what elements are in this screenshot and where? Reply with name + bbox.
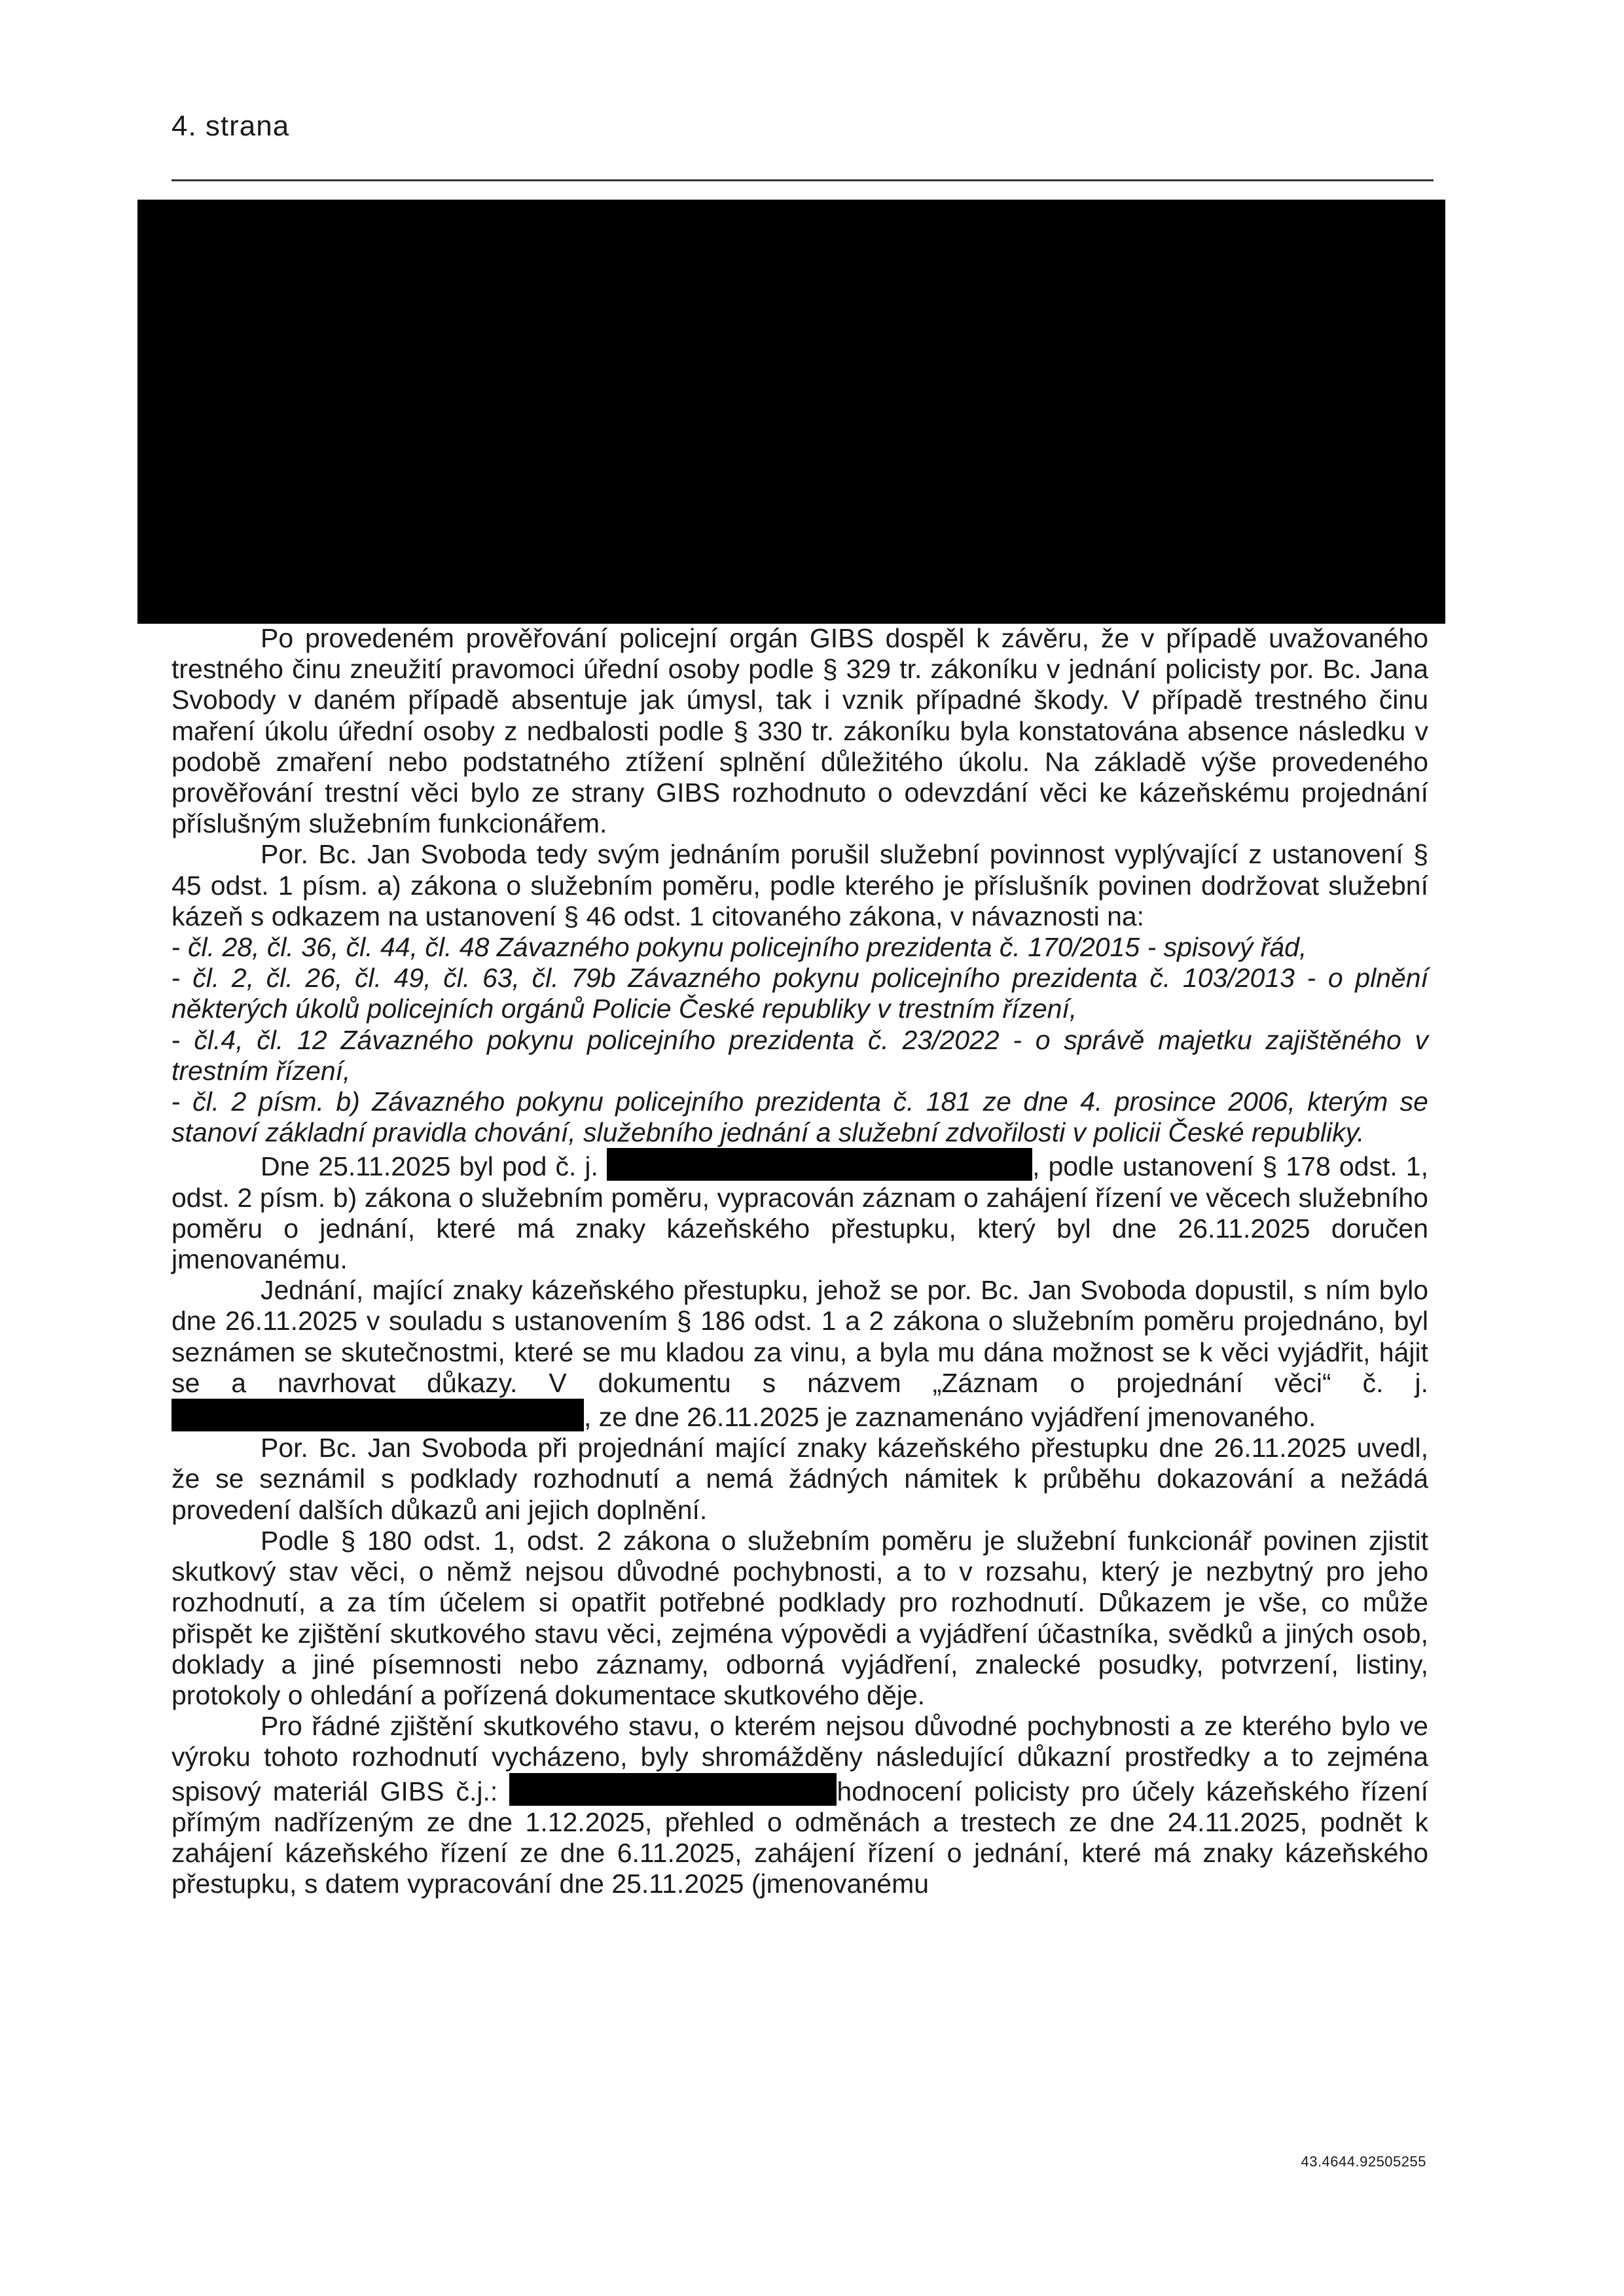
- regulation-list: [171, 932, 1428, 1148]
- document-code: 43.4644.92505255: [1301, 2153, 1426, 2170]
- header-divider: [171, 179, 1434, 181]
- list-item: - čl. 28, čl. 36, čl. 44, čl. 48 Závazného pokynu policejního prezidenta č. 170/2015 - spisový řád,: [171, 932, 1307, 963]
- paragraph: Por. Bc. Jan Svoboda tedy svým jednáním porušil služební povinnost vyplývající z ustanovení § 45 odst. 1 písm. a) zákona o služebním poměru, podle kterého je příslušník povinen dodržovat služební kázeň s odkazem na ustanovení § 46 odst. 1 citovaného zákona, v návaznosti na:: [171, 839, 1428, 931]
- paragraph: Podle § 180 odst. 1, odst. 2 zákona o služebním poměru je služební funkcionář povinen zjistit skutkový stav věci, o němž nejsou důvodné pochybnosti, a to v rozsahu, který je nezbytný pro jeho rozhodnutí, a za tím účelem si opatřit potřebné podklady pro rozhodnutí. Důkazem je vše, co může přispět ke zjištění skutkového stavu věci, zejména výpovědi a vyjádření účastníka, svědků a jiných osob, doklady a jiné písemnosti nebo záznamy, odborná vyjádření, znalecké posudky, potvrzení, listiny, protokoly o ohledání a pořízená dokumentace skutkového děje.: [171, 1525, 1428, 1710]
- list-item: - čl. 2, čl. 26, čl. 49, čl. 63, čl. 79b Závazného pokynu policejního prezidenta č. 103/2013 - o plnění některých úkolů policejních orgánů Policie České republiky v trestním řízení,: [171, 963, 1428, 1024]
- list-item: - čl.4, čl. 12 Závazného pokynu policejního prezidenta č. 23/2022 - o správě majetku zajištěného v trestním řízení,: [171, 1024, 1429, 1086]
- list-item: - čl. 2 písm. b) Závazného pokynu policejního prezidenta č. 181 ze dne 4. prosince 2006, kterým se stanoví základní pravidla chování, služebního jednání a služební zdvořilosti v policii České republiky.: [171, 1086, 1428, 1148]
- paragraph: Jednání, mající znaky kázeňského přestupku, jehož se por. Bc. Jan Svoboda dopustil, s ním bylo dne 26.11.2025 v souladu s ustanovením § 186 odst. 1 a 2 zákona o služebním poměru projednáno, byl seznámen se skutečnostmi, které se mu kladou za vinu, a byla mu dána možnost se k věci vyjádřit, hájit se a navrhovat důkazy. V dokumentu s názvem „Záznam o projednání věci“ č. j. , ze dne 26.11.2025 je zaznamenáno vyjádření jmenovaného.: [171, 1275, 1428, 1433]
- document-body: [171, 623, 1428, 1899]
- redaction-block: [137, 200, 1445, 624]
- redaction-inline: [171, 1399, 584, 1431]
- paragraph: Po provedeném prověřování policejní orgán GIBS dospěl k závěru, že v případě uvažovaného trestného činu zneužití pravomoci úřední osoby podle § 329 tr. zákoníku v jednání policisty por. Bc. Jana Svobody v daném případě absentuje jak úmysl, tak i vznik případné škody. V případě trestného činu maření úkolu úřední osoby z nedbalosti podle § 330 tr. zákoníku byla konstatována absence následku v podobě zmaření nebo podstatného ztížení splnění důležitého úkolu. Na základě výše provedeného prověřování trestní věci bylo ze strany GIBS rozhodnuto o odevzdání věci ke kázeňskému projednání příslušným služebním funkcionářem.: [171, 623, 1428, 839]
- paragraph: Dne 25.11.2025 byl pod č. j. , podle ustanovení § 178 odst. 1, odst. 2 písm. b) zákona o služebním poměru, vypracován záznam o zahájení řízení ve věcech služebního poměru o jednání, které má znaky kázeňského přestupku, který byl dne 26.11.2025 doručen jmenovanému.: [171, 1148, 1428, 1275]
- paragraph: Por. Bc. Jan Svoboda při projednání mající znaky kázeňského přestupku dne 26.11.2025 uvedl, že se seznámil s podklady rozhodnutí a nemá žádných námitek k průběhu dokazování a nežádá provedení dalších důkazů ani jejich doplnění.: [171, 1433, 1428, 1525]
- redaction-inline: [509, 1773, 837, 1806]
- paragraph: Pro řádné zjištění skutkového stavu, o kterém nejsou důvodné pochybnosti a ze kterého bylo ve výroku tohoto rozhodnutí vycházeno, byly shromážděny následující důkazní prostředky a to zejména spisový materiál GIBS č.j.: hodnocení policisty pro účely kázeňského řízení přímým nadřízeným ze dne 1.12.2025, přehled o odměnách a trestech ze dne 24.11.2025, podnět k zahájení kázeňského řízení ze dne 6.11.2025, zahájení řízení o jednání, které má znaky kázeňského přestupku, s datem vypracování dne 25.11.2025 (jmenovanému: [171, 1711, 1429, 1899]
- redaction-inline: [607, 1148, 1032, 1181]
- page-number: 4. strana: [171, 110, 290, 142]
